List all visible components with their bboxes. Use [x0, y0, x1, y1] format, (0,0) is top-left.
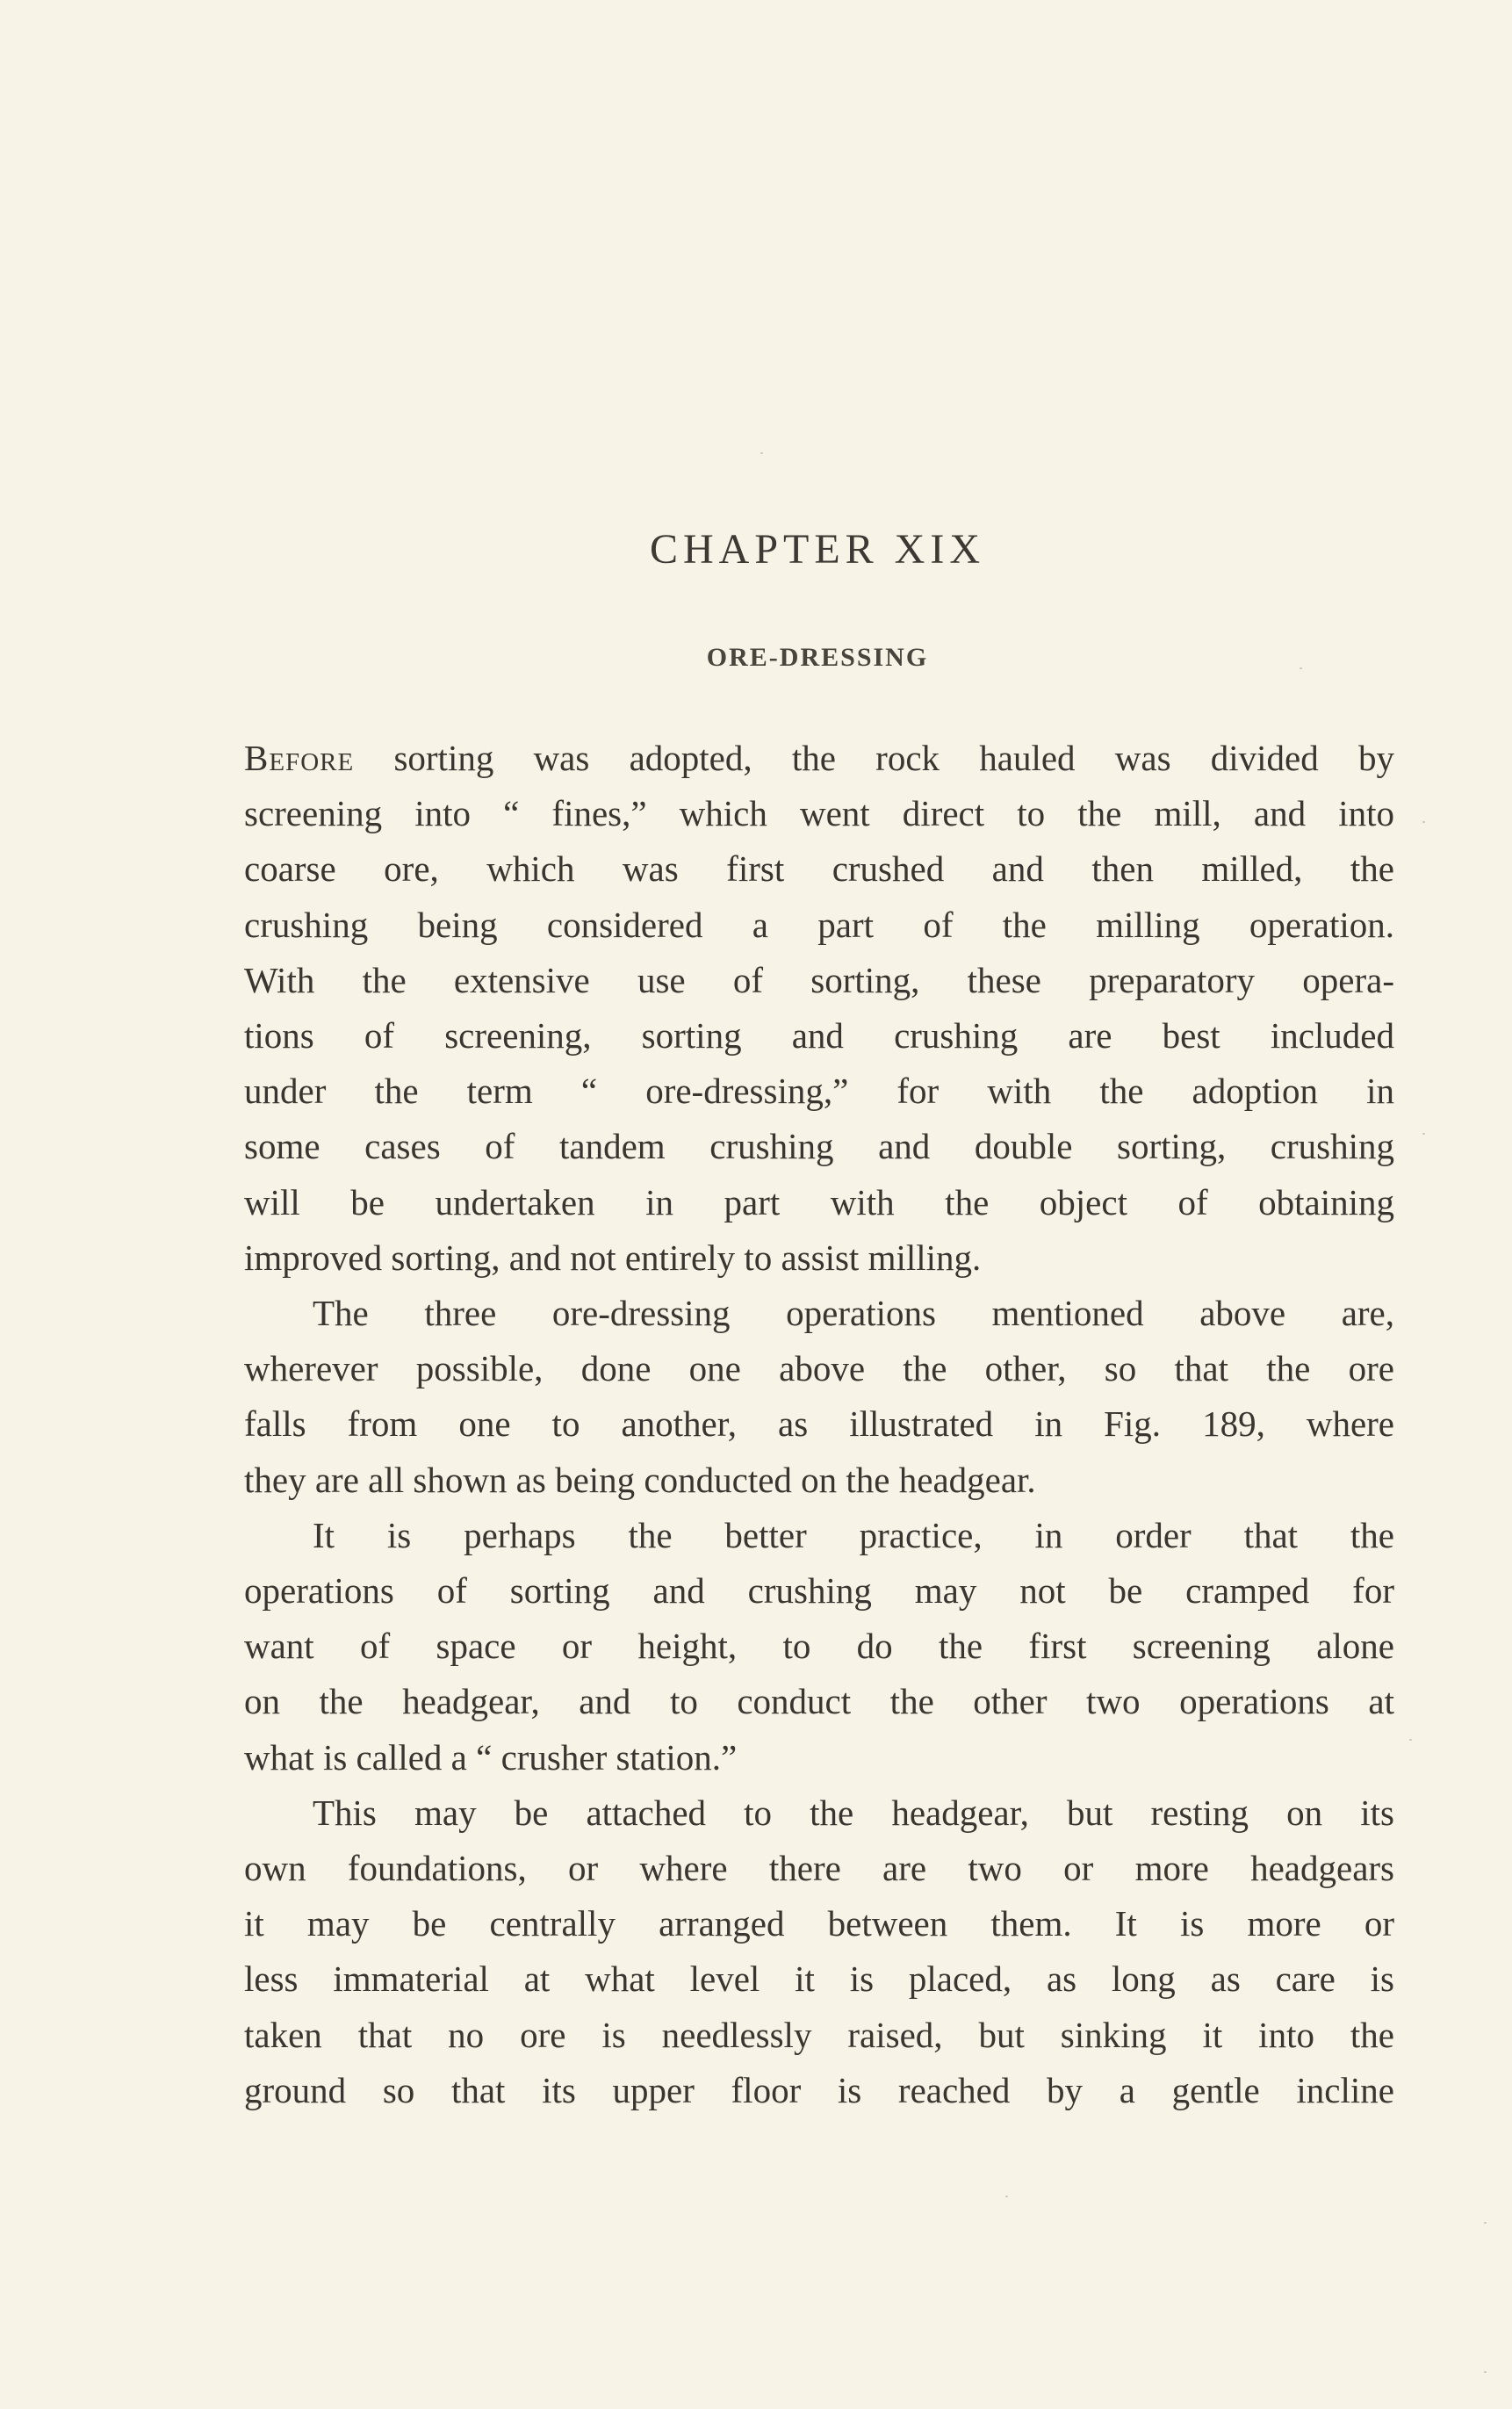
scan-speck	[1409, 1739, 1412, 1741]
text-line: coarse ore, which was first crushed and then milled, the	[244, 848, 1394, 890]
text-line: under the term “ ore-dressing,” for with the adoption in	[244, 1071, 1394, 1112]
text-line: taken that no ore is needlessly raised, but sinking it into the	[244, 2014, 1394, 2055]
paragraph-4	[244, 1785, 1394, 2118]
text-line: some cases of tandem crushing and double sorting, crushing	[244, 1126, 1394, 1167]
text-line: crushing being considered a part of the milling operation.	[244, 904, 1394, 945]
text-line: The three ore-dressing operations mentioned above are,	[313, 1293, 1394, 1334]
text-line: wherever possible, done one above the other, so that the ore	[244, 1348, 1394, 1389]
text-line: what is called a “ crusher station.”	[244, 1736, 738, 1778]
text-line: less immaterial at what level it is placed, as long as care is	[244, 1958, 1394, 2000]
text-line: they are all shown as being conducted on the headgear.	[244, 1459, 1036, 1500]
text-line: it may be centrally arranged between them. It is more or	[244, 1903, 1394, 1944]
lead-word: Before	[244, 738, 355, 778]
text-line: This may be attached to the headgear, but resting on its	[313, 1792, 1394, 1833]
scan-speck	[1005, 2196, 1008, 2197]
text-line: want of space or height, to do the first screening alone	[244, 1626, 1394, 1667]
text-line: falls from one to another, as illustrated in Fig. 189, where	[244, 1403, 1394, 1445]
paragraph-2	[244, 1286, 1394, 1508]
chapter-subtitle: ORE-DRESSING	[706, 643, 929, 672]
paragraph-1	[244, 731, 1394, 1286]
text-line: operations of sorting and crushing may not be cramped for	[244, 1570, 1394, 1612]
text-line: tions of screening, sorting and crushing are best included	[244, 1015, 1394, 1057]
text-line: With the extensive use of sorting, these preparatory opera-	[244, 959, 1394, 1000]
text-line: own foundations, or where there are two or more headgears	[244, 1848, 1394, 1889]
paragraph-3	[244, 1508, 1394, 1785]
scan-speck	[1484, 2371, 1487, 2373]
text-line: will be undertaken in part with the object of obtaining	[244, 1181, 1394, 1223]
scan-speck	[1484, 2222, 1487, 2224]
scan-speck	[1422, 1133, 1425, 1135]
text-line: ground so that its upper floor is reached by a gentle incline	[244, 2069, 1394, 2110]
scan-speck	[1422, 821, 1425, 823]
scan-speck	[760, 452, 763, 454]
text-line: Before sorting was adopted, the rock hauled was divided by	[244, 738, 1394, 778]
text-line: on the headgear, and to conduct the other two operations at	[244, 1681, 1394, 1722]
text-line: It is perhaps the better practice, in order that the	[313, 1514, 1394, 1555]
text-line: improved sorting, and not entirely to assist milling.	[244, 1237, 982, 1278]
chapter-title: CHAPTER XIX	[649, 526, 985, 573]
body-text	[244, 731, 1394, 2118]
scan-speck	[1300, 667, 1302, 669]
text-line: screening into “ fines,” which went direct to the mill, and into	[244, 793, 1394, 834]
